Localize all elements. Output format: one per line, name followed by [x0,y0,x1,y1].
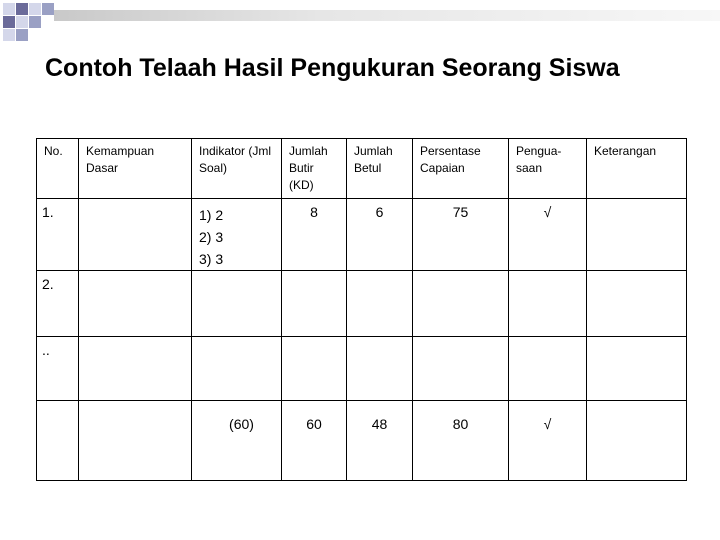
cell-indikator [192,337,282,401]
header-jumlah-betul: Jumlah Betul [347,139,413,199]
table-header-row [37,139,687,199]
cell-no: 1. [37,199,79,271]
cell-kd [79,401,192,481]
deco-square [42,3,54,15]
header-kemampuan-dasar: Kemampuan Dasar [79,139,192,199]
deco-square [3,16,15,28]
table-row [37,271,687,337]
deco-square [29,3,41,15]
cell-keterangan [587,337,687,401]
cell-keterangan [587,199,687,271]
header-indikator: Indikator (Jml Soal) [192,139,282,199]
slide-decoration [0,0,720,40]
cell-persentase [413,271,509,337]
cell-jumlah-betul [347,271,413,337]
cell-penguasaan [509,271,587,337]
slide-title: Contoh Telaah Hasil Pengukuran Seorang Siswa [45,54,620,82]
cell-persentase [413,337,509,401]
cell-persentase: 80 [413,401,509,481]
deco-square [16,29,28,41]
cell-jumlah-butir: 60 [282,401,347,481]
cell-penguasaan: √ [509,199,587,271]
header-band [54,10,720,21]
deco-square [3,3,15,15]
deco-square [16,16,28,28]
cell-kd [79,271,192,337]
indikator-item: 3) 3 [199,251,224,267]
cell-jumlah-betul: 6 [347,199,413,271]
cell-penguasaan [509,337,587,401]
cell-indikator [192,199,282,271]
deco-square [16,3,28,15]
deco-square [29,16,41,28]
header-jumlah-butir: Jumlah Butir (KD) [282,139,347,199]
assessment-table [36,138,687,481]
cell-persentase: 75 [413,199,509,271]
header-keterangan: Keterangan [587,139,687,199]
table-row [37,199,687,271]
cell-penguasaan: √ [509,401,587,481]
cell-indikator [192,271,282,337]
cell-no [37,401,79,481]
cell-jumlah-betul: 48 [347,401,413,481]
deco-square [3,29,15,41]
cell-jumlah-butir [282,271,347,337]
cell-jumlah-betul [347,337,413,401]
indikator-item: 2) 3 [199,229,224,245]
header-penguasaan: Pengua- saan [509,139,587,199]
table-row-total [37,401,687,481]
cell-no: 2. [37,271,79,337]
header-persentase: Persentase Capaian [413,139,509,199]
table-row [37,337,687,401]
cell-jumlah-butir: 8 [282,199,347,271]
cell-keterangan [587,401,687,481]
header-no: No. [37,139,79,199]
cell-kd [79,199,192,271]
cell-indikator: (60) [192,401,282,481]
cell-keterangan [587,271,687,337]
cell-jumlah-butir [282,337,347,401]
indikator-item: 1) 2 [199,207,224,223]
cell-no: .. [37,337,79,401]
cell-kd [79,337,192,401]
